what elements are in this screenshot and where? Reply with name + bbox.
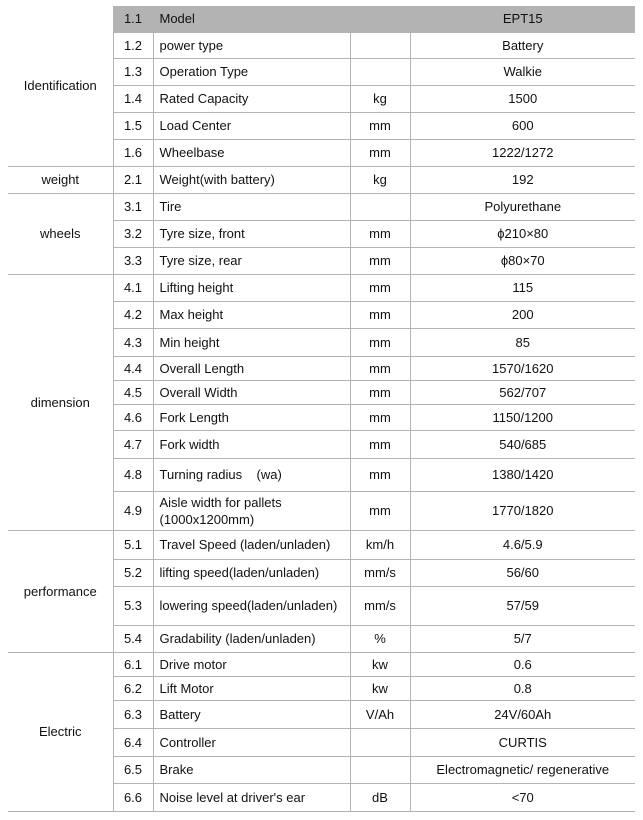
row-unit: kg [350,166,410,193]
table-row [8,6,635,32]
row-item: lifting speed(laden/unladen) [153,559,350,586]
row-value: 0.6 [410,652,635,676]
row-item: Overall Width [153,380,350,404]
row-value: 1500 [410,85,635,112]
row-number: 1.3 [113,58,153,85]
row-item: lowering speed(laden/unladen) [153,586,350,625]
row-item: Travel Speed (laden/unladen) [153,530,350,559]
row-item: Min height [153,328,350,356]
row-unit: mm [350,220,410,247]
row-unit: mm [350,274,410,301]
row-value: Electromagnetic/ regenerative [410,756,635,783]
row-item: Battery [153,700,350,728]
row-unit [350,32,410,58]
row-item: Aisle width for pallets (1000x1200mm) [153,491,350,530]
row-item: Lift Motor [153,676,350,700]
row-value: 600 [410,112,635,139]
row-unit: mm [350,356,410,380]
row-item: Load Center [153,112,350,139]
row-number: 6.4 [113,728,153,756]
table-row [8,274,635,301]
row-unit [350,193,410,220]
row-item: Wheelbase [153,139,350,166]
row-unit: mm [350,247,410,274]
row-number: 1.4 [113,85,153,112]
row-item: Fork width [153,430,350,458]
row-number: 6.5 [113,756,153,783]
group-label-electric: Electric [8,652,113,811]
row-unit: kw [350,676,410,700]
row-item: Lifting height [153,274,350,301]
row-number: 4.7 [113,430,153,458]
table-row [8,193,635,220]
row-item: Overall Length [153,356,350,380]
row-value: Walkie [410,58,635,85]
row-item: power type [153,32,350,58]
row-unit [350,58,410,85]
row-unit: mm [350,301,410,328]
row-unit: mm [350,112,410,139]
row-item: Rated Capacity [153,85,350,112]
row-unit: km/h [350,530,410,559]
row-item: Tyre size, rear [153,247,350,274]
row-value: EPT15 [410,6,635,32]
row-value: 56/60 [410,559,635,586]
group-label-performance: performance [8,530,113,652]
row-unit: mm [350,491,410,530]
row-item: Noise level at driver's ear [153,783,350,811]
row-unit: V/Ah [350,700,410,728]
table-row [8,652,635,676]
row-value: 1570/1620 [410,356,635,380]
row-number: 3.3 [113,247,153,274]
row-number: 4.2 [113,301,153,328]
row-item: Max height [153,301,350,328]
group-label-weight: weight [8,166,113,193]
row-number: 2.1 [113,166,153,193]
row-number: 1.5 [113,112,153,139]
row-item: Fork Length [153,404,350,430]
row-item: Controller [153,728,350,756]
row-value: 200 [410,301,635,328]
row-unit: mm/s [350,559,410,586]
row-item: Turning radius (wa) [153,458,350,491]
row-unit [350,728,410,756]
row-value: 1150/1200 [410,404,635,430]
row-value: CURTIS [410,728,635,756]
row-value: ϕ80×70 [410,247,635,274]
row-unit: mm [350,430,410,458]
row-value: 1380/1420 [410,458,635,491]
row-number: 5.2 [113,559,153,586]
row-value: 0.8 [410,676,635,700]
row-item: Brake [153,756,350,783]
row-number: 4.8 [113,458,153,491]
row-value: ϕ210×80 [410,220,635,247]
row-number: 5.1 [113,530,153,559]
row-number: 1.6 [113,139,153,166]
row-value: <70 [410,783,635,811]
row-unit [350,6,410,32]
row-value: Battery [410,32,635,58]
row-value: 57/59 [410,586,635,625]
row-number: 5.3 [113,586,153,625]
group-label-wheels: wheels [8,193,113,274]
row-number: 6.2 [113,676,153,700]
group-label-identification: Identification [8,6,113,166]
row-number: 1.1 [113,6,153,32]
row-value: 562/707 [410,380,635,404]
row-number: 3.2 [113,220,153,247]
row-number: 4.5 [113,380,153,404]
row-value: 192 [410,166,635,193]
row-value: Polyurethane [410,193,635,220]
row-item: Drive motor [153,652,350,676]
row-unit: mm [350,458,410,491]
row-unit [350,756,410,783]
row-item: Gradability (laden/unladen) [153,625,350,652]
table-row [8,166,635,193]
row-item: Tire [153,193,350,220]
spec-table [8,6,635,812]
row-item: Model [153,6,350,32]
row-unit: mm [350,328,410,356]
row-number: 4.9 [113,491,153,530]
row-number: 4.3 [113,328,153,356]
row-unit: mm [350,380,410,404]
row-unit: kg [350,85,410,112]
row-number: 6.3 [113,700,153,728]
row-number: 6.1 [113,652,153,676]
row-number: 3.1 [113,193,153,220]
row-value: 4.6/5.9 [410,530,635,559]
row-value: 1770/1820 [410,491,635,530]
row-value: 540/685 [410,430,635,458]
row-unit: mm/s [350,586,410,625]
row-value: 115 [410,274,635,301]
row-item: Weight(with battery) [153,166,350,193]
row-value: 1222/1272 [410,139,635,166]
row-value: 5/7 [410,625,635,652]
row-value: 85 [410,328,635,356]
row-unit: dB [350,783,410,811]
row-number: 4.6 [113,404,153,430]
row-unit: % [350,625,410,652]
row-item: Operation Type [153,58,350,85]
row-unit: kw [350,652,410,676]
group-label-dimension: dimension [8,274,113,530]
row-number: 5.4 [113,625,153,652]
row-number: 1.2 [113,32,153,58]
row-value: 24V/60Ah [410,700,635,728]
table-row [8,530,635,559]
row-item: Tyre size, front [153,220,350,247]
row-unit: mm [350,139,410,166]
row-number: 6.6 [113,783,153,811]
row-number: 4.4 [113,356,153,380]
row-unit: mm [350,404,410,430]
row-number: 4.1 [113,274,153,301]
